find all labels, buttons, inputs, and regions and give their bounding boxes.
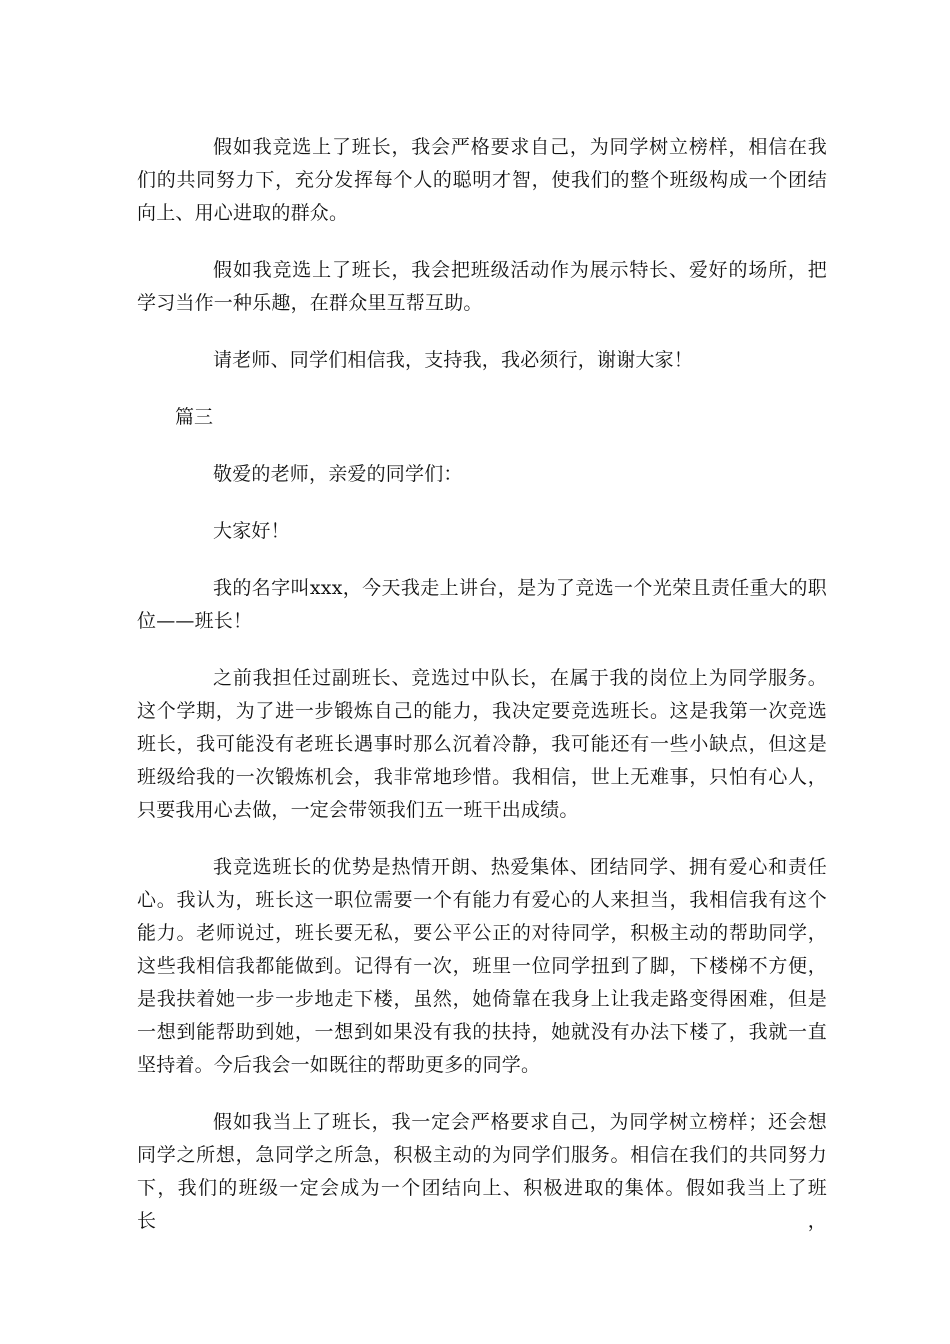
- body-paragraph-3: 我竞选班长的优势是热情开朗、热爱集体、团结同学、拥有爱心和责任心。我认为，班长这一职位需要一个有能力有爱心的人来担当，我相信我有这个能力。老师说过，班长要无私，要公平公正的对待同学，积极主动的帮助同学，这些我相信我都能做到。记得有一次，班里一位同学扭到了脚，下楼梯不方便，是我扶着她一步一步地走下楼，虽然，她倚靠在我身上让我走路变得困难，但是一想到能帮助到她，一想到如果没有我的扶持，她就没有办法下楼了，我就一直坚持着。今后我会一如既往的帮助更多的同学。: [137, 856, 827, 1076]
- body-paragraph-1: 我的名字叫xxx，今天我走上讲台，是为了竞选一个光荣且责任重大的职位——班长！: [137, 577, 827, 632]
- section-heading: 篇三: [175, 406, 214, 428]
- body-paragraph-4: 假如我当上了班长，我一定会严格要求自己，为同学树立榜样；还会想同学之所想，急同学之所急，积极主动的为同学们服务。相信在我们的共同努力下，我们的班级一定会成为一个团结向上、积极进取的集体。假如我当上了班长，: [137, 1111, 827, 1232]
- document-body: [137, 131, 827, 1262]
- paragraph-2: 假如我竞选上了班长，我会把班级活动作为展示特长、爱好的场所，把学习当作一种乐趣，在群众里互帮互助。: [137, 259, 827, 314]
- paragraph-1: 假如我竞选上了班长，我会严格要求自己，为同学树立榜样，相信在我们的共同努力下，充分发挥每个人的聪明才智，使我们的整个班级构成一个团结向上、用心进取的群众。: [137, 136, 827, 224]
- body-paragraph-2: 之前我担任过副班长、竞选过中队长，在属于我的岗位上为同学服务。这个学期，为了进一步锻炼自己的能力，我决定要竞选班长。这是我第一次竞选班长，我可能没有老班长遇事时那么沉着冷静，我可能还有一些小缺点，但这是班级给我的一次锻炼机会，我非常地珍惜。我相信，世上无难事，只怕有心人，只要我用心去做，一定会带领我们五一班干出成绩。: [137, 667, 827, 821]
- greeting: 大家好！: [213, 520, 290, 542]
- paragraph-3: 请老师、同学们相信我，支持我，我必须行，谢谢大家！: [213, 349, 694, 371]
- salutation: 敬爱的老师，亲爱的同学们：: [213, 463, 463, 485]
